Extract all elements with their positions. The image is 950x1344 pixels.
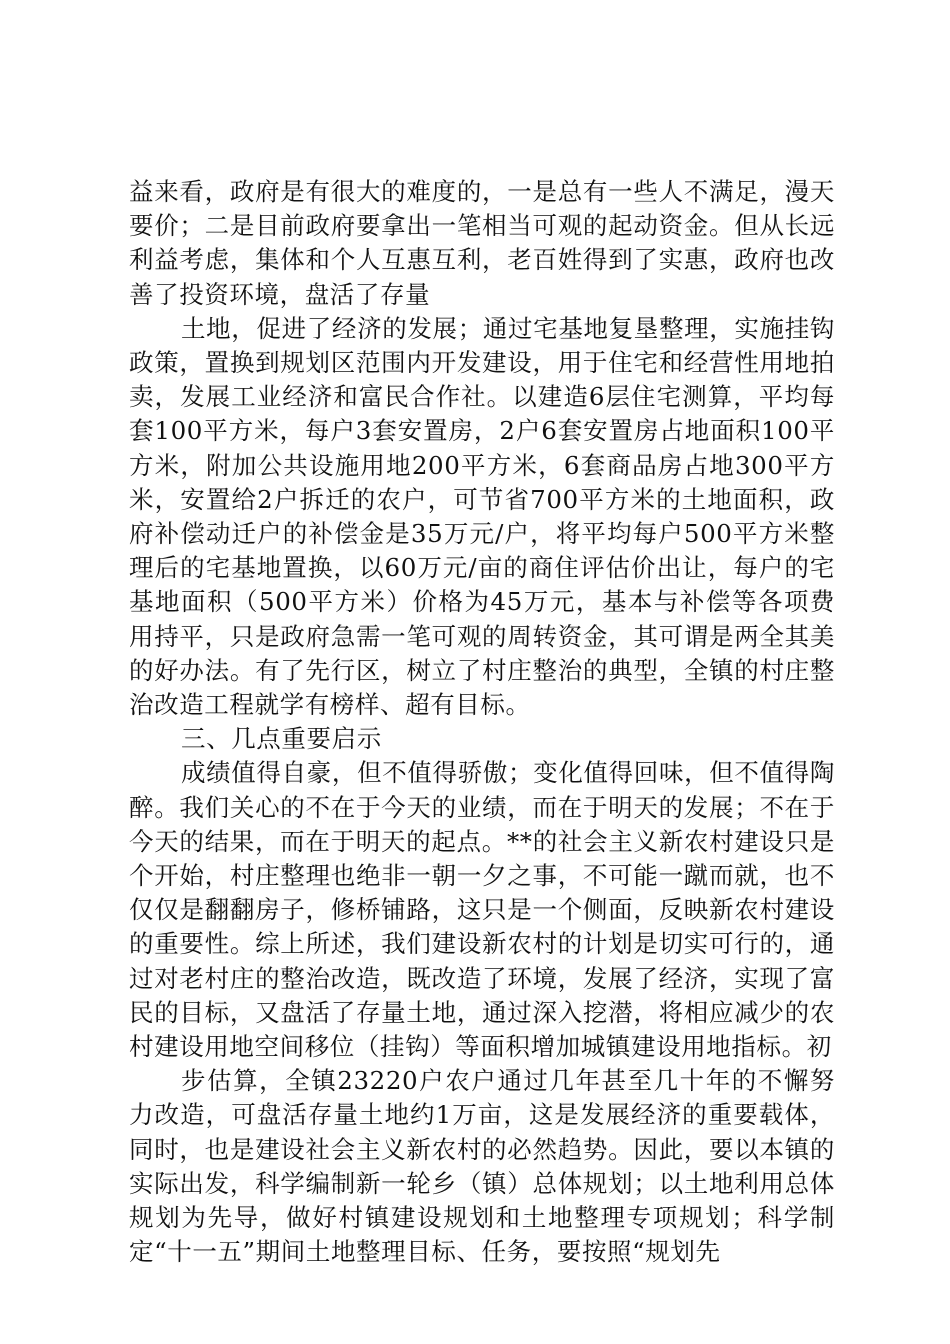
paragraph-3: 成绩值得自豪，但不值得骄傲；变化值得回味，但不值得陶醉。我们关心的不在于今天的业绩，而在于明天的发展；不在于今天的结果，而在于明天的起点。**的社会主义新农村建设只是个开始，村庄整理也绝非一朝一夕之事，不可能一蹴而就，也不仅仅是翻翻房子，修桥铺路，这只是一个侧面，反映新农村建设的重要性。综上所述，我们建设新农村的计划是切实可行的，通过对老村庄的整治改造，既改造了环境，发展了经济，实现了富民的目标，又盘活了存量土地，通过深入挖潜，将相应减少的农村建设用地空间移位（挂钩）等面积增加城镇建设用地指标。初 <box>129 758 835 1062</box>
paragraph-2: 土地，促进了经济的发展；通过宅基地复垦整理，实施挂钩政策，置换到规划区范围内开发建设，用于住宅和经营性用地拍卖，发展工业经济和富民合作社。以建造6层住宅测算，平均每套100平方米，每户3套安置房，2户6套安置房占地面积100平方米，附加公共设施用地200平方米，6套商品房占地300平方米，安置给2户拆迁的农户，可节省700平方米的土地面积，政府补偿动迁户的补偿金是35万元/户，将平均每户500平方米整理后的宅基地置换，以60万元/亩的商住评估价出让，每户的宅基地面积（500平方米）价格为45万元，基本与补偿等各项费用持平，只是政府急需一笔可观的周转资金，其可谓是两全其美的好办法。有了先行区，树立了村庄整治的典型，全镇的村庄整治改造工程就学有榜样、超有目标。 <box>129 313 835 720</box>
paragraph-4: 步估算，全镇23220户农户通过几年甚至几十年的不懈努力改造，可盘活存量土地约1万亩，这是发展经济的重要载体，同时，也是建设社会主义新农村的必然趋势。因此，要以本镇的实际出发，科学编制新一轮乡（镇）总体规划；以土地利用总体规划为先导，做好村镇建设规划和土地整理专项规划；科学制定“十一五”期间土地整理目标、任务，要按照“规划先 <box>129 1066 835 1267</box>
document-page <box>129 175 835 1270</box>
section-heading: 三、几点重要启示 <box>181 724 382 754</box>
paragraph-1: 益来看，政府是有很大的难度的，一是总有一些人不满足，漫天要价；二是目前政府要拿出一笔相当可观的起动资金。但从长远利益考虑，集体和个人互惠互利，老百姓得到了实惠，政府也改善了投资环境，盘活了存量 <box>129 177 835 309</box>
